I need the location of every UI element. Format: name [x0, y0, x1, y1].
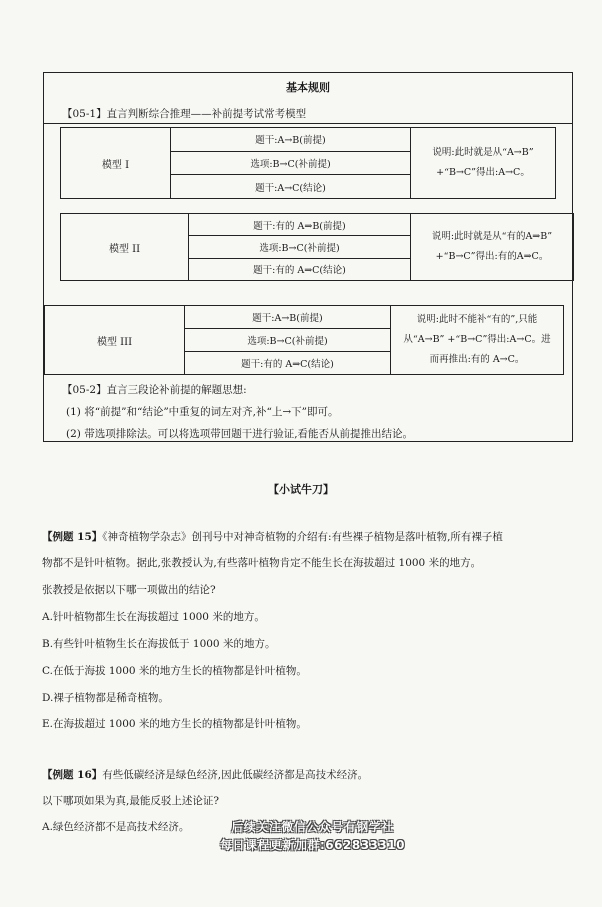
- q16-line1: [42, 767, 368, 782]
- section-05-2-item: (1) 将“前提”和“结论”中重复的词左对齐,补“上→下”即可。: [66, 406, 339, 418]
- q16-label: 【例题 16】: [42, 769, 103, 781]
- rules-title: 基本规则: [286, 81, 330, 94]
- model-1-option: 选项:B→C(补前提): [171, 152, 410, 176]
- model-2-rows: [189, 214, 411, 280]
- model-3-note: 说明:此时不能补“有的”,只能从“A→B” +“B→C”得出:A→C。进而再推出:有的 A→C。: [403, 314, 551, 365]
- q16-question: 以下哪项如果为真,最能反驳上述论证?: [42, 795, 219, 807]
- model-3-name: 模型 III: [45, 306, 185, 374]
- q15-line2: 物都不是针叶植物。据此,张教授认为,有些落叶植物肯定不能生长在海拔超过 1000 米的地方。: [42, 557, 482, 569]
- model-2-conclusion: 题干:有的 A⇒C(结论): [253, 265, 346, 277]
- model-2-table: [60, 213, 574, 281]
- q15-question: 张教授是依据以下哪一项做出的结论?: [42, 584, 216, 596]
- model-1-note: 说明:此时就是从“A→B” +“B→C”得出:A→C。: [432, 147, 534, 178]
- q15-label: 【例题 15】: [42, 531, 103, 543]
- model-2-name: 模型 II: [61, 214, 189, 280]
- divider: [44, 123, 572, 124]
- q16-option-a: A.绿色经济都不是高技术经济。: [42, 821, 190, 833]
- section-05-2-item: (2) 带选项排除法。可以将选项带回题干进行验证,看能否从前提推出结论。: [66, 428, 414, 440]
- model-3-table: [44, 305, 564, 375]
- watermark-line1: 后续关注微信公众号有钢学社: [231, 820, 394, 834]
- model-2-note: 说明:此时就是从“有的A⇒B” +“B→C”得出:有的A⇒C。: [431, 231, 553, 262]
- watermark-line2: 每日课程更新加群:662833310: [220, 838, 405, 852]
- model-1-name: 模型 I: [61, 128, 171, 198]
- model-1-table: [60, 127, 556, 199]
- q15-option-d: D.裸子植物都是稀奇植物。: [42, 692, 169, 704]
- model-1-premise: 题干:A→B(前提): [171, 128, 410, 152]
- q15-line1: [42, 529, 503, 544]
- q15-option-a: A.针叶植物都生长在海拔超过 1000 米的地方。: [42, 611, 265, 623]
- model-2-premise: 题干:有的 A⇒B(前提): [189, 214, 410, 236]
- section-05-1-heading: 【05-1】直言判断综合推理——补前提考试常考模型: [62, 108, 307, 120]
- model-1-conclusion: 题干:A→C(结论): [255, 182, 326, 194]
- q16-text1: 有些低碳经济是绿色经济,因此低碳经济都是高技术经济。: [102, 769, 369, 781]
- model-3-rows: [185, 306, 391, 374]
- model-3-premise: 题干:A→B(前提): [185, 306, 390, 329]
- model-2-option: 选项:B→C(补前提): [189, 236, 410, 258]
- q15-option-e: E.在海拔超过 1000 米的地方生长的植物都是针叶植物。: [42, 718, 307, 730]
- watermark: [220, 818, 405, 854]
- model-3-option: 选项:B→C(补前提): [185, 329, 390, 352]
- model-3-conclusion: 题干:有的 A⇒C(结论): [241, 359, 334, 370]
- model-1-rows: [171, 128, 411, 198]
- rules-box: [43, 72, 573, 442]
- q15-text1: 《神奇植物学杂志》创刊号中对神奇植物的介绍有:有些裸子植物是落叶植物,所有裸子植: [102, 531, 503, 543]
- section-05-2-heading: 【05-2】直言三段论补前提的解题思想:: [62, 384, 247, 396]
- q15-option-c: C.在低于海拔 1000 米的地方生长的植物都是针叶植物。: [42, 665, 307, 677]
- q15-option-b: B.有些针叶植物生长在海拔低于 1000 米的地方。: [42, 638, 276, 650]
- practice-title: 【小试牛刀】: [268, 483, 334, 496]
